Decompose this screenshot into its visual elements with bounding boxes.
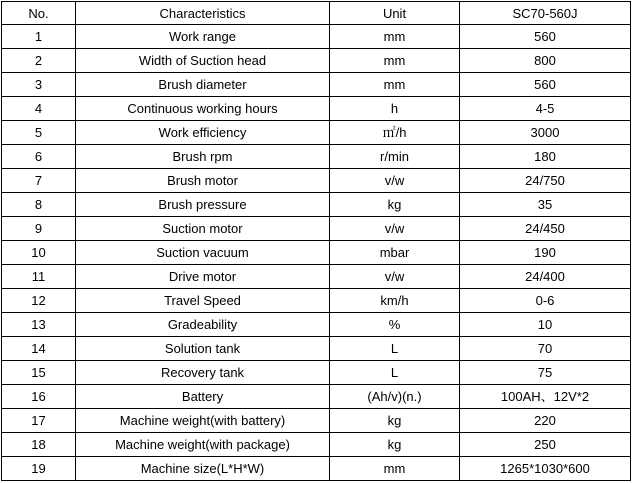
header-model: SC70-560J: [460, 2, 631, 25]
table-row: [2, 193, 631, 217]
value-cell: 800: [460, 49, 631, 73]
table-row: [2, 217, 631, 241]
table-row: [2, 289, 631, 313]
unit-cell: %: [330, 313, 460, 337]
unit-cell: (Ah/v)(n.): [330, 385, 460, 409]
value-cell: 250: [460, 433, 631, 457]
value-cell: 70: [460, 337, 631, 361]
characteristic-cell: Recovery tank: [76, 361, 330, 385]
value-cell: 10: [460, 313, 631, 337]
row-number-cell: 2: [2, 49, 76, 73]
unit-cell: kg: [330, 409, 460, 433]
spec-table: [1, 1, 631, 481]
characteristic-cell: Travel Speed: [76, 289, 330, 313]
row-number-cell: 8: [2, 193, 76, 217]
table-row: [2, 145, 631, 169]
characteristic-cell: Brush pressure: [76, 193, 330, 217]
header-no: No.: [2, 2, 76, 25]
row-number-cell: 18: [2, 433, 76, 457]
value-cell: 560: [460, 73, 631, 97]
unit-cell: mm: [330, 457, 460, 481]
unit-cell: mm: [330, 25, 460, 49]
characteristic-cell: Solution tank: [76, 337, 330, 361]
characteristic-cell: Drive motor: [76, 265, 330, 289]
value-cell: 3000: [460, 121, 631, 145]
characteristic-cell: Suction vacuum: [76, 241, 330, 265]
header-unit: Unit: [330, 2, 460, 25]
value-cell: 24/400: [460, 265, 631, 289]
row-number-cell: 4: [2, 97, 76, 121]
unit-cell: v/w: [330, 265, 460, 289]
value-cell: 180: [460, 145, 631, 169]
table-row: [2, 241, 631, 265]
table-row: [2, 73, 631, 97]
row-number-cell: 7: [2, 169, 76, 193]
characteristic-cell: Battery: [76, 385, 330, 409]
unit-cell: v/w: [330, 217, 460, 241]
unit-cell: kg: [330, 193, 460, 217]
value-cell: 190: [460, 241, 631, 265]
row-number-cell: 10: [2, 241, 76, 265]
unit-cell: v/w: [330, 169, 460, 193]
row-number-cell: 6: [2, 145, 76, 169]
characteristic-cell: Machine size(L*H*W): [76, 457, 330, 481]
row-number-cell: 16: [2, 385, 76, 409]
unit-cell: mm: [330, 73, 460, 97]
unit-cell: L: [330, 337, 460, 361]
header-row: [2, 2, 631, 25]
value-cell: 0-6: [460, 289, 631, 313]
table-row: [2, 121, 631, 145]
characteristic-cell: Suction motor: [76, 217, 330, 241]
row-number-cell: 5: [2, 121, 76, 145]
characteristic-cell: Brush diameter: [76, 73, 330, 97]
value-cell: 75: [460, 361, 631, 385]
table-row: [2, 385, 631, 409]
unit-cell: mbar: [330, 241, 460, 265]
row-number-cell: 3: [2, 73, 76, 97]
characteristic-cell: Brush motor: [76, 169, 330, 193]
row-number-cell: 12: [2, 289, 76, 313]
value-cell: 220: [460, 409, 631, 433]
row-number-cell: 11: [2, 265, 76, 289]
row-number-cell: 13: [2, 313, 76, 337]
unit-cell: L: [330, 361, 460, 385]
unit-cell: r/min: [330, 145, 460, 169]
table-row: [2, 265, 631, 289]
spec-table-body: [2, 2, 631, 481]
unit-cell: h: [330, 97, 460, 121]
value-cell: 100AH、12V*2: [460, 385, 631, 409]
table-row: [2, 337, 631, 361]
value-cell: 24/750: [460, 169, 631, 193]
table-row: [2, 49, 631, 73]
row-number-cell: 9: [2, 217, 76, 241]
row-number-cell: 1: [2, 25, 76, 49]
unit-cell: km/h: [330, 289, 460, 313]
value-cell: 560: [460, 25, 631, 49]
table-row: [2, 25, 631, 49]
unit-cell: mm: [330, 49, 460, 73]
value-cell: 35: [460, 193, 631, 217]
table-row: [2, 361, 631, 385]
value-cell: 1265*1030*600: [460, 457, 631, 481]
value-cell: 24/450: [460, 217, 631, 241]
unit-cell: kg: [330, 433, 460, 457]
row-number-cell: 17: [2, 409, 76, 433]
row-number-cell: 15: [2, 361, 76, 385]
table-row: [2, 409, 631, 433]
row-number-cell: 14: [2, 337, 76, 361]
characteristic-cell: Gradeability: [76, 313, 330, 337]
header-characteristics: Characteristics: [76, 2, 330, 25]
table-row: [2, 457, 631, 481]
unit-cell: ㎡/h: [330, 121, 460, 145]
characteristic-cell: Continuous working hours: [76, 97, 330, 121]
table-row: [2, 433, 631, 457]
characteristic-cell: Machine weight(with battery): [76, 409, 330, 433]
characteristic-cell: Width of Suction head: [76, 49, 330, 73]
table-row: [2, 313, 631, 337]
characteristic-cell: Brush rpm: [76, 145, 330, 169]
characteristic-cell: Work efficiency: [76, 121, 330, 145]
table-row: [2, 97, 631, 121]
value-cell: 4-5: [460, 97, 631, 121]
table-row: [2, 169, 631, 193]
characteristic-cell: Machine weight(with package): [76, 433, 330, 457]
characteristic-cell: Work range: [76, 25, 330, 49]
row-number-cell: 19: [2, 457, 76, 481]
